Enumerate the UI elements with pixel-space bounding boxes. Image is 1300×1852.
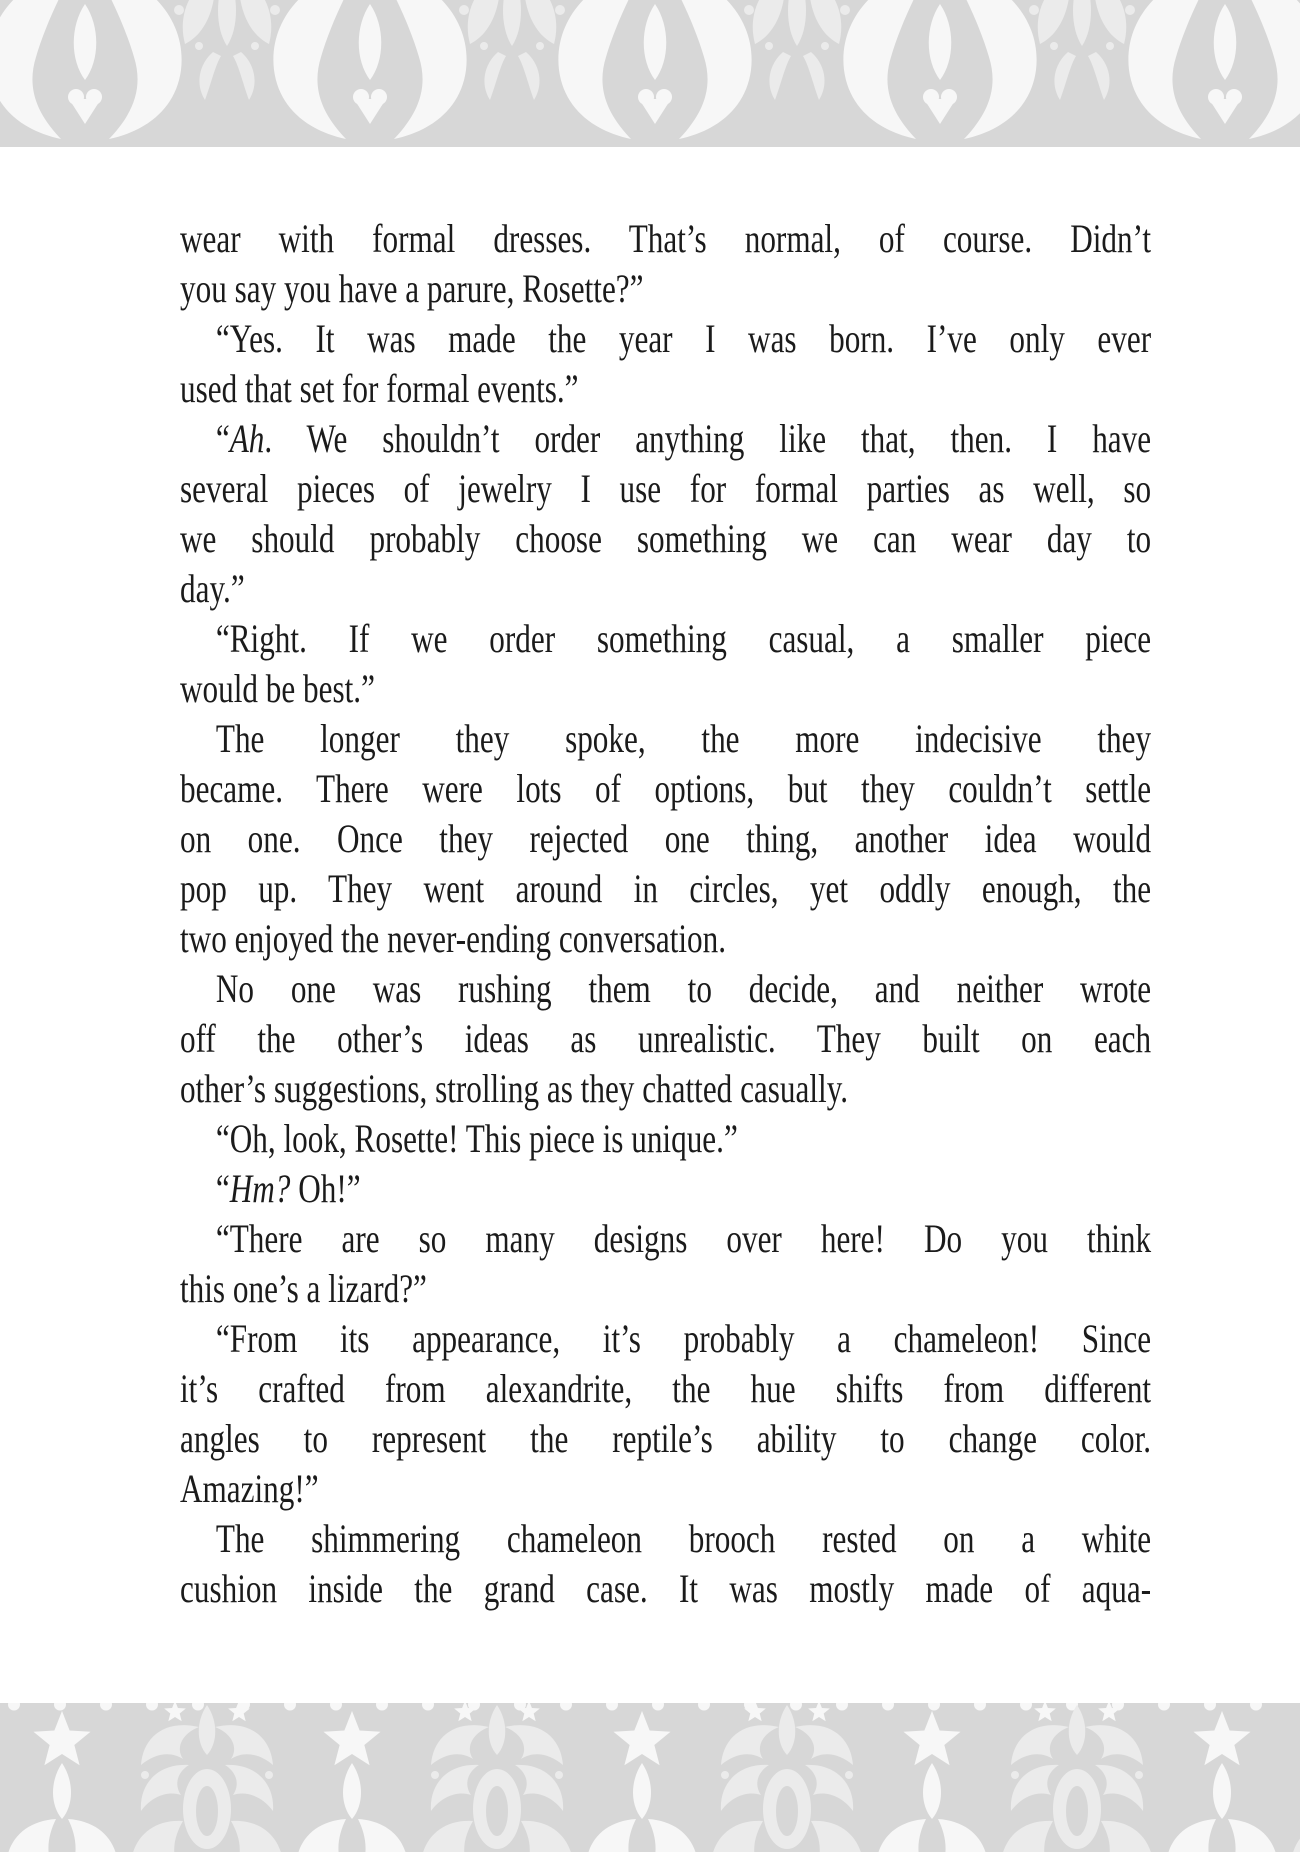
text-segment: cushion inside the grand case. It was mostly made of aqua- — [180, 1566, 1152, 1611]
text-segment: “Yes. It was made the year I was born. I’ve only ever — [215, 316, 1152, 361]
text-line — [180, 914, 1151, 964]
text-line — [180, 1164, 1151, 1214]
text-line — [180, 1564, 1151, 1614]
text-segment: “Oh, look, Rosette! This piece is unique.” — [215, 1116, 738, 1161]
body-text — [180, 214, 1151, 1614]
text-segment: angles to represent the reptile’s ability to change color. — [180, 1416, 1152, 1461]
italic-text: Hm? — [229, 1166, 291, 1211]
text-segment: two enjoyed the never-ending conversation. — [180, 916, 727, 961]
text-segment: “ — [215, 1166, 230, 1211]
text-segment: “ — [215, 416, 230, 461]
text-line — [180, 514, 1151, 564]
paragraph — [180, 314, 1151, 414]
text-line — [180, 414, 1151, 464]
text-segment: Amazing!” — [180, 1466, 319, 1511]
text-segment: off the other’s ideas as unrealistic. They built on each — [180, 1016, 1152, 1061]
paragraph — [180, 714, 1151, 964]
text-line — [180, 1314, 1151, 1364]
text-line — [180, 1214, 1151, 1264]
text-line — [180, 714, 1151, 764]
text-line — [180, 1414, 1151, 1464]
text-line — [180, 364, 1151, 414]
text-segment: “There are so many designs over here! Do you think — [215, 1216, 1152, 1261]
text-segment: day.” — [180, 566, 245, 611]
italic-text: Ah — [229, 416, 265, 461]
paragraph — [180, 414, 1151, 614]
page-body — [180, 214, 1151, 1614]
text-line — [180, 964, 1151, 1014]
text-segment: wear with formal dresses. That’s normal, of course. Didn’t — [180, 216, 1152, 261]
text-line — [180, 564, 1151, 614]
text-segment: pop up. They went around in circles, yet oddly enough, the — [180, 866, 1152, 911]
text-segment: this one’s a lizard?” — [180, 1266, 427, 1311]
paragraph — [180, 964, 1151, 1114]
text-segment: several pieces of jewelry I use for formal parties as well, so — [180, 466, 1152, 511]
text-line — [180, 764, 1151, 814]
text-line — [180, 214, 1151, 264]
text-segment: you say you have a parure, Rosette?” — [180, 266, 644, 311]
text-line — [180, 1014, 1151, 1064]
text-segment: other’s suggestions, strolling as they chatted casually. — [180, 1066, 849, 1111]
text-line — [180, 1464, 1151, 1514]
text-line — [180, 464, 1151, 514]
text-line — [180, 264, 1151, 314]
text-segment: “From its appearance, it’s probably a chameleon! Since — [215, 1316, 1152, 1361]
paragraph — [180, 214, 1151, 314]
text-segment: on one. Once they rejected one thing, another idea would — [180, 816, 1152, 861]
text-segment: became. There were lots of options, but they couldn’t settle — [180, 766, 1152, 811]
text-line — [180, 614, 1151, 664]
top-damask-border — [0, 0, 1300, 147]
text-segment: No one was rushing them to decide, and neither wrote — [215, 966, 1152, 1011]
paragraph — [180, 1114, 1151, 1164]
text-line — [180, 664, 1151, 714]
text-segment: it’s crafted from alexandrite, the hue shifts from different — [180, 1366, 1152, 1411]
text-line — [180, 1114, 1151, 1164]
paragraph — [180, 1514, 1151, 1614]
text-line — [180, 864, 1151, 914]
bottom-damask-border — [0, 1703, 1300, 1852]
text-segment: . We shouldn’t order anything like that, then. I have — [264, 416, 1152, 461]
text-segment: used that set for formal events.” — [180, 366, 579, 411]
text-segment: The shimmering chameleon brooch rested on a white — [215, 1516, 1152, 1561]
text-line — [180, 1064, 1151, 1114]
text-segment: The longer they spoke, the more indecisive they — [215, 716, 1152, 761]
text-line — [180, 1514, 1151, 1564]
text-segment: Oh!” — [290, 1166, 361, 1211]
text-segment: we should probably choose something we can wear day to — [180, 516, 1152, 561]
text-segment: “Right. If we order something casual, a smaller piece — [215, 616, 1152, 661]
text-segment: would be best.” — [180, 666, 375, 711]
paragraph — [180, 614, 1151, 714]
text-line — [180, 314, 1151, 364]
text-line — [180, 1364, 1151, 1414]
text-line — [180, 814, 1151, 864]
text-line — [180, 1264, 1151, 1314]
paragraph — [180, 1314, 1151, 1514]
paragraph — [180, 1214, 1151, 1314]
paragraph — [180, 1164, 1151, 1214]
